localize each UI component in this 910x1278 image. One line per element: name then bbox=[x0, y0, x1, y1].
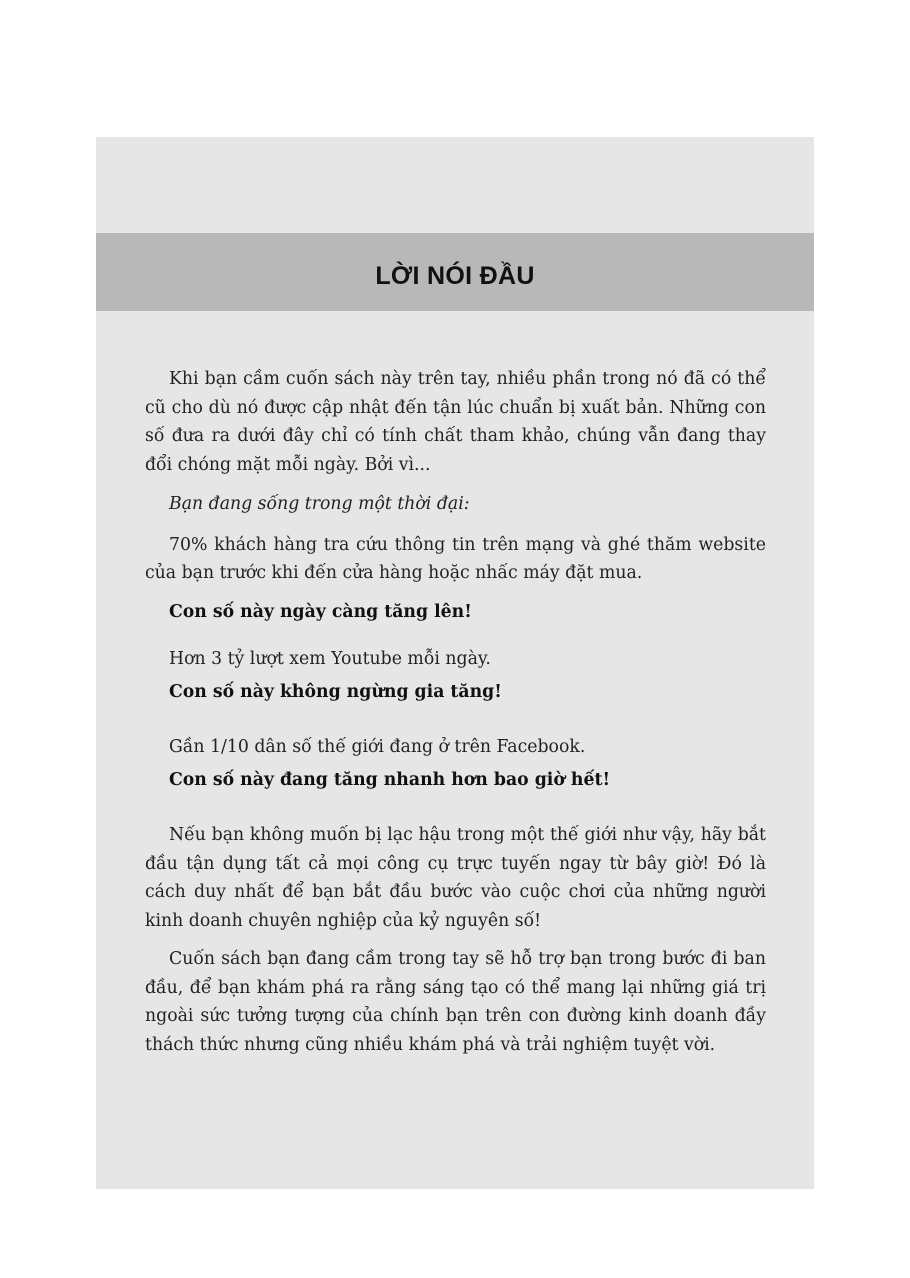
page-title: LỜI NÓI ĐẦU bbox=[375, 261, 535, 290]
paragraph-stat-1: 70% khách hàng tra cứu thông tin trên mạng và ghé thăm website của bạn trước khi đến cửa hàng hoặc nhấc máy đặt mua. bbox=[145, 534, 766, 583]
body-text bbox=[145, 365, 766, 1059]
heading-band bbox=[96, 233, 814, 311]
paragraph-intro: Khi bạn cầm cuốn sách này trên tay, nhiều phần trong nó đã có thể cũ cho dù nó được cập nhật đến tận lúc chuẩn bị xuất bản. Những con số đưa ra dưới đây chỉ có tính chất tham khảo, chúng vẫn đang thay đổi chóng mặt mỗi ngày. Bởi vì... bbox=[145, 369, 766, 475]
paragraph-stat-2: Hơn 3 tỷ lượt xem Youtube mỗi ngày. bbox=[169, 649, 491, 669]
paragraph-era: Bạn đang sống trong một thời đại: bbox=[169, 494, 470, 514]
paragraph-closing: Cuốn sách bạn đang cầm trong tay sẽ hỗ trợ bạn trong bước đi ban đầu, để bạn khám phá ra rằng sáng tạo có thể mang lại những giá trị ngoài sức tưởng tượng của chính bạn trên con đường kinh doanh đầy thách thức nhưng cũng nhiều khám phá và trải nghiệm tuyệt vời. bbox=[145, 949, 766, 1055]
paragraph-stat-1-note: Con số này ngày càng tăng lên! bbox=[169, 601, 472, 622]
paragraph-stat-3-note: Con số này đang tăng nhanh hơn bao giờ hết! bbox=[169, 769, 611, 790]
paragraph-stat-3: Gần 1/10 dân số thế giới đang ở trên Facebook. bbox=[169, 737, 586, 757]
paragraph-call: Nếu bạn không muốn bị lạc hậu trong một thế giới như vậy, hãy bắt đầu tận dụng tất cả mọi công cụ trực tuyến ngay từ bây giờ! Đó là cách duy nhất để bạn bắt đầu bước vào cuộc chơi của những người kinh doanh chuyên nghiệp của kỷ nguyên số! bbox=[145, 825, 766, 931]
paragraph-stat-2-note: Con số này không ngừng gia tăng! bbox=[169, 681, 502, 702]
page-panel bbox=[96, 137, 814, 1189]
